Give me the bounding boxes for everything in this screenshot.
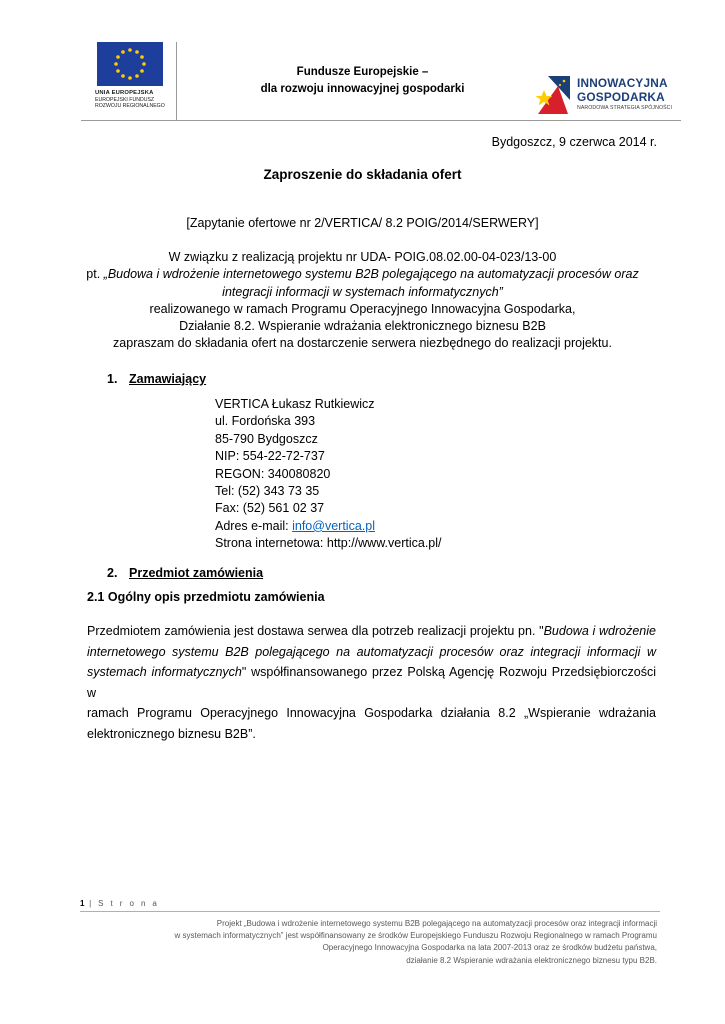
footer-note-line3: Operacyjnego Innowacyjna Gospodarka na lata 2007-2013 oraz ze środków budżetu państwa, [322,943,657,953]
eu-stars-icon [97,42,163,86]
para-line-3 [87,662,656,703]
section-label: Przedmiot zamówienia [129,566,264,580]
para-line-5: elektronicznego biznesu B2B”. [87,726,256,741]
footer-divider [80,911,660,912]
header-title-line2: dla rozwoju innowacyjnej gospodarki [260,83,465,95]
telephone: Tel: (52) 343 73 35 [215,484,320,499]
ig-logo-line3: NARODOWA STRATEGIA SPÓJNOŚCI [577,105,673,111]
eu-logo-sub-line1: EUROPEJSKI FUNDUSZ [95,97,155,103]
para-line-2: internetowego systemu B2B polegającego na automatyzacji procesów oraz integracji informacji w [87,644,656,659]
project-title-part1: „Budowa i wdrożenie internetowego systemu B2B polegającego na automatyzacji procesów oraz [103,267,639,282]
email-row [215,518,442,535]
innowacyjna-gospodarka-logo [534,70,684,118]
eu-logo [81,42,177,121]
intro-line-1: W związku z realizacją projektu nr UDA- POIG.08.02.00-04-023/13-00 [168,250,557,264]
section-number: 2. [107,566,118,580]
eu-logo-title: UNIA EUROPEJSKA [95,90,154,96]
subsection-heading: 2.1 Ogólny opis przedmiotu zamówienia [87,590,325,604]
intro-line-6: zapraszam do składania ofert na dostarczenie serwera niezbędnego do realizacji projektu. [113,336,612,351]
description-paragraph [87,621,656,744]
fax: Fax: (52) 561 02 37 [215,501,325,516]
footer-note-line4: działanie 8.2 Wspieranie wdrażania elektronicznego biznesu typu B2B. [406,955,657,965]
ig-star-icon [534,70,574,116]
page-number [80,899,159,908]
eu-flag-icon [97,42,163,86]
eu-logo-subtitle [95,97,165,109]
place-date: Bydgoszcz, 9 czerwca 2014 r. [491,135,657,149]
intro-line-5: Działanie 8.2. Wspieranie wdrażania elektronicznego biznesu B2B [179,319,546,334]
para-text: Przedmiotem zamówienia jest dostawa serwea dla potrzeb realizacji projektu pn. " [87,624,544,638]
para-line-4: ramach Programu Operacyjnego Innowacyjna Gospodarka działania 8.2 „Wspieranie wdrażania [87,706,656,720]
para-italic: systemach informatycznych [87,665,242,679]
section-heading-zamawiajacy [107,372,206,386]
section-number: 1. [107,372,118,386]
ig-logo-line2: GOSPODARKA [577,90,665,104]
street-address: ul. Fordońska 393 [215,414,316,429]
header-divider [81,120,681,121]
contact-block [215,396,442,553]
intro-line-4: realizowanego w ramach Programu Operacyjnego Innowacyjna Gospodarka, [149,301,576,316]
page-label: | S t r o n a [89,899,160,908]
reference-number: [Zapytanie ofertowe nr 2/VERTICA/ 8.2 POIG/2014/SERWERY] [186,216,539,230]
section-label: Zamawiający [129,372,207,386]
section-heading-przedmiot [107,566,263,580]
page-title: Zaproszenie do składania ofert [263,167,462,182]
city-postal: 85-790 Bydgoszcz [215,431,318,446]
intro-paragraph [80,249,645,353]
email-link[interactable]: info@vertica.pl [292,518,375,533]
eu-logo-sub-line2: ROZWOJU REGIONALNEGO [95,103,165,109]
regon-number: REGON: 340080820 [215,466,331,481]
nip-number: NIP: 554-22-72-737 [215,449,325,464]
intro-prefix: pt. [86,267,104,282]
header-title [220,64,505,98]
footer-note-line1: Projekt „Budowa i wdrożenie internetowego systemu B2B polegającego na automatyzacji procesów oraz integracji informacji [216,919,657,928]
project-title-part2: integracji informacji w systemach informatycznych” [222,284,503,299]
intro-line-2 [80,266,645,283]
footer-note [57,918,657,967]
website: Strona internetowa: http://www.vertica.pl/ [215,536,442,551]
page-number-value: 1 [80,899,85,908]
company-name: VERTICA Łukasz Rutkiewicz [215,397,375,411]
para-line-1 [87,621,656,642]
ig-logo-line1: INNOWACYJNA [577,76,668,90]
header-title-line1: Fundusze Europejskie – [296,66,429,78]
para-text: " współfinansowanego przez Polską Agencję Rozwoju Przedsiębiorczości w [87,665,656,700]
email-label: Adres e-mail: [215,518,293,533]
footer-note-line2: w systemach informatycznych” jest współfinansowany ze środków Europejskiego Funduszu Rozwoju Regionalnego w ramach Programu [174,931,657,941]
para-italic: Budowa i wdrożenie [543,624,656,638]
